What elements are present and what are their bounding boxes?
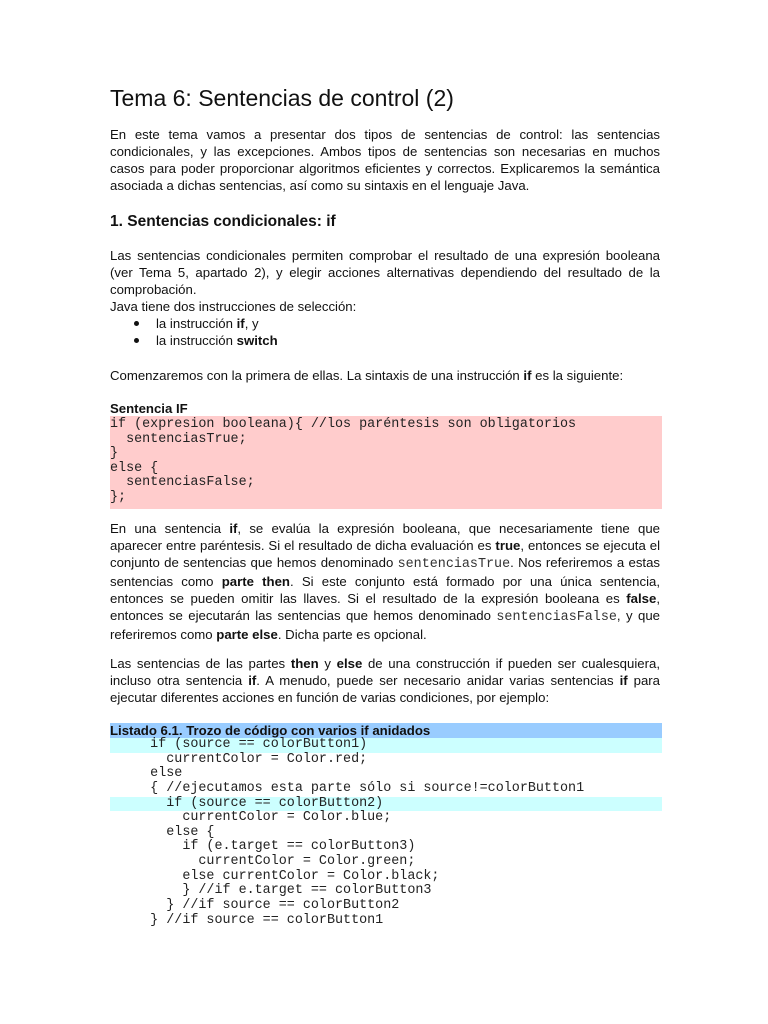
code-line: }	[110, 446, 119, 462]
section-heading: 1. Sentencias condicionales: if	[110, 213, 336, 230]
code-line: };	[110, 489, 127, 505]
code-line: } //if e.target == colorButton3	[110, 883, 432, 899]
code-line: sentenciasFalse;	[110, 475, 255, 491]
nested-paragraph: Las sentencias de las partes then y else de una construcción if pueden ser cualesquiera, incluso otra sentencia if. A menudo, puede ser necesario anidar varias sentencias if para ejecutar diferentes acciones en función de varias condiciones, por ejemplo:	[110, 656, 661, 705]
code-line: } //if source == colorButton2	[110, 898, 400, 914]
code-line: sentenciasTrue;	[110, 431, 247, 447]
code-line: else {	[110, 824, 215, 840]
list-item: la instrucción switch	[134, 332, 278, 349]
code-line: if (e.target == colorButton3)	[110, 839, 416, 855]
code-line: else	[110, 766, 183, 782]
list-item: la instrucción if, y	[134, 315, 278, 332]
listing-code-block	[110, 738, 662, 928]
code-line: if (expresion booleana){ //los paréntesis son obligatorios	[110, 417, 577, 432]
syntax-intro-paragraph: Comenzaremos con la primera de ellas. La sintaxis de una instrucción if es la siguiente:	[110, 368, 624, 383]
syntax-code-block	[110, 416, 662, 509]
page-title: Tema 6: Sentencias de control (2)	[110, 85, 454, 111]
code-line: currentColor = Color.green;	[110, 854, 416, 870]
code-line: else {	[110, 460, 159, 476]
code-line: currentColor = Color.blue;	[110, 810, 392, 826]
explanation-paragraph: En una sentencia if, se evalúa la expresión booleana, que necesariamente tiene que aparecer entre paréntesis. Si el resultado de dicha evaluación es true, entonces se ejecuta el conjunto de sentencias que hemos denominado sentenciasTrue. Nos referiremos a estas sentencias como parte then. Si este conjunto está formado por una única sentencia, entonces se pueden omitir las llaves. Si el resultado de la expresión booleana es false, entonces se ejecutarán las sentencias que hemos denominado sentenciasFalse, y que referiremos como parte else. Dicha parte es opcional.	[110, 521, 661, 642]
code-line: if (source == colorButton2)	[110, 797, 662, 812]
code-line: currentColor = Color.red;	[110, 751, 368, 767]
instruction-list	[134, 315, 278, 349]
selection-paragraph: Java tiene dos instrucciones de selección:	[110, 299, 357, 314]
syntax-label: Sentencia IF	[110, 401, 188, 416]
code-line: } //if source == colorButton1	[110, 912, 384, 928]
code-line: { //ejecutamos esta parte sólo si source!=colorButton1	[110, 780, 585, 796]
intro-paragraph: En este tema vamos a presentar dos tipos de sentencias de control: las sentencias condicionales, y las excepciones. Ambos tipos de sentencias son necesarias en muchos casos para poder proporcionar algoritmos eficientes y correctos. Explicaremos la semántica asociada a dichas sentencias, así como su sintaxis en el lenguaje Java.	[110, 127, 660, 193]
code-line: if (source == colorButton1)	[110, 738, 662, 753]
code-line: else currentColor = Color.black;	[110, 868, 440, 884]
listing-title: Listado 6.1. Trozo de código con varios if anidados	[110, 723, 662, 738]
conditional-paragraph: Las sentencias condicionales permiten comprobar el resultado de una expresión booleana (ver Tema 5, apartado 2), y elegir acciones alternativas dependiendo del resultado de la comprobación.	[110, 248, 660, 297]
